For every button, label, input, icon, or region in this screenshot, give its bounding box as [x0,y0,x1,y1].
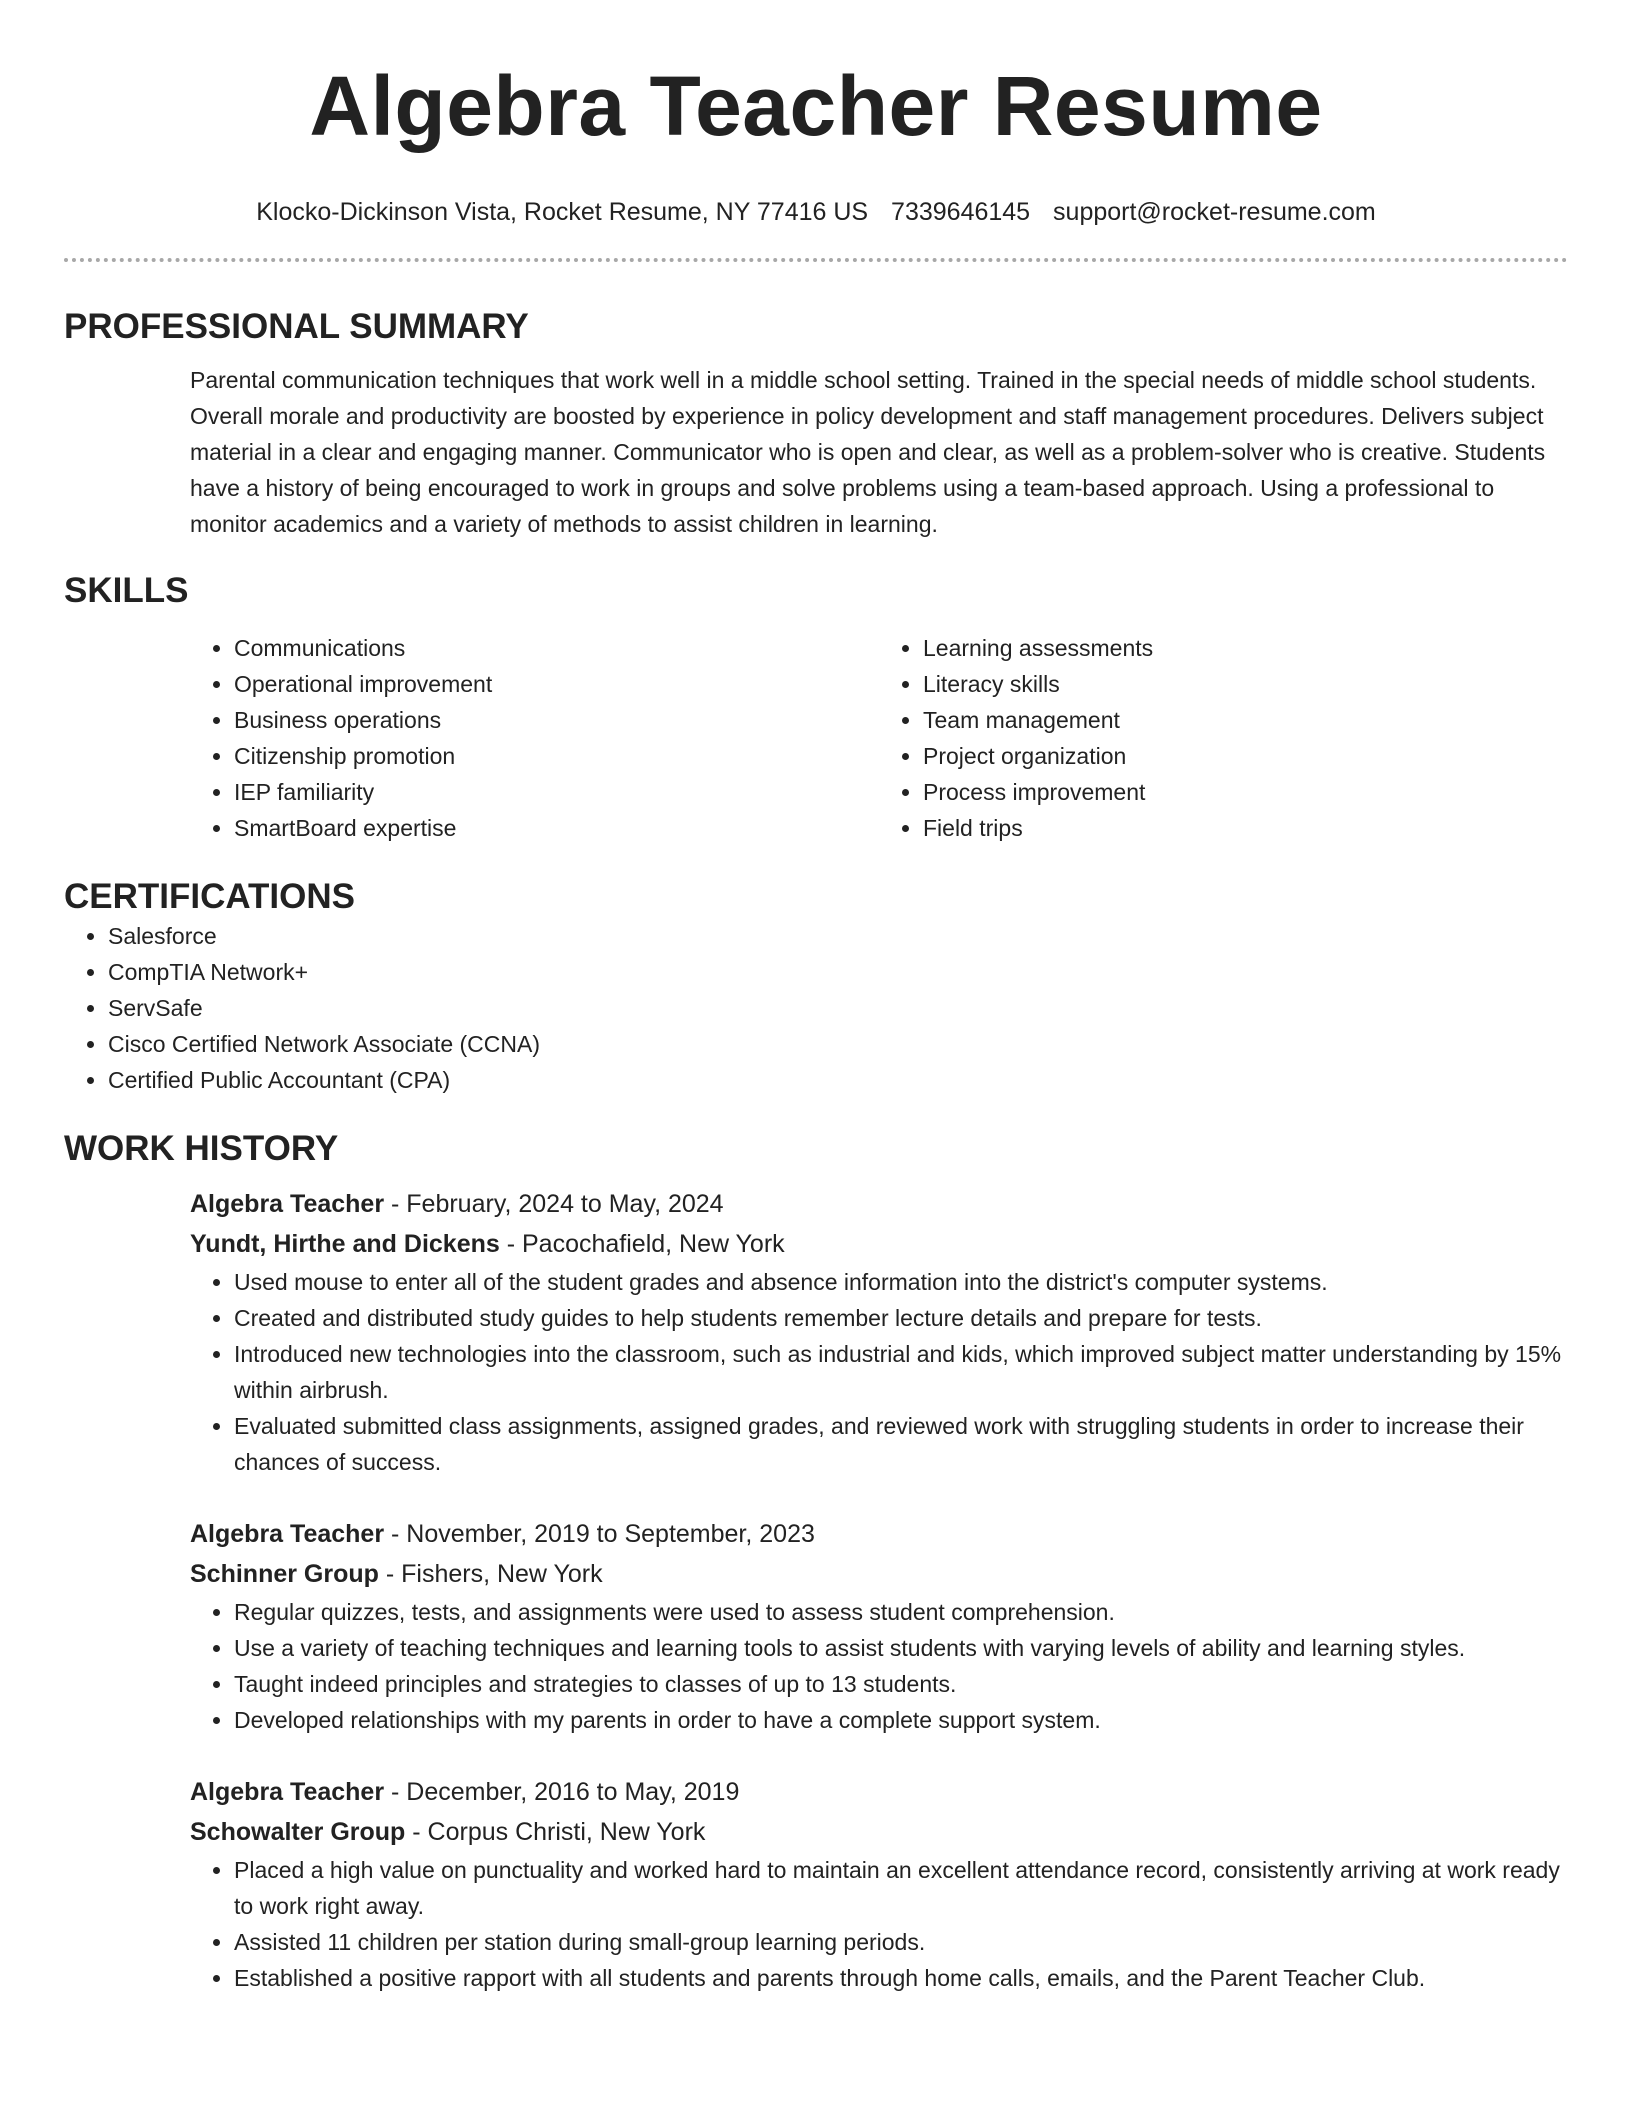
certification-item: • Certified Public Accountant (CPA) [108,1062,1568,1098]
job-company: Yundt, Hirthe and Dickens [190,1230,500,1258]
certifications-heading: CERTIFICATIONS [64,877,356,916]
job-bullet: • Used mouse to enter all of the student grades and absence information into the district's computer systems. [234,1264,1568,1300]
job-location: - Fishers, New York [378,1560,603,1588]
job-location: - Pacochafield, New York [499,1230,785,1258]
skill-item: • IEP familiarity [234,774,879,810]
job-bullets [190,1594,1568,1738]
job-company-line [190,1554,1568,1594]
job-role-line [190,1514,1568,1554]
job-bullet: • Evaluated submitted class assignments, assigned grades, and reviewed work with struggling students in order to increase their chances of success. [234,1408,1568,1480]
job-bullets [190,1264,1568,1480]
skill-item: • SmartBoard expertise [234,810,879,846]
contact-phone: 7339646145 [891,198,1031,226]
skill-item: • Project organization [923,738,1568,774]
skills-heading: SKILLS [64,571,189,610]
job-location: - Corpus Christi, New York [405,1818,706,1846]
job-bullet: • Assisted 11 children per station during small-group learning periods. [234,1924,1568,1960]
job-bullet: • Introduced new technologies into the classroom, such as industrial and kids, which improved subject matter understanding by 15% within airbrush. [234,1336,1568,1408]
job-bullet: • Developed relationships with my parents in order to have a complete support system. [234,1702,1568,1738]
job-dates: - February, 2024 to May, 2024 [384,1190,724,1218]
certification-item: • CompTIA Network+ [108,954,1568,990]
job-company: Schinner Group [190,1560,379,1588]
job-entry [190,1514,1568,1738]
job-role: Algebra Teacher [190,1520,385,1548]
skill-item: • Operational improvement [234,666,879,702]
skills-left-list [190,630,879,846]
contact-address: Klocko-Dickinson Vista, Rocket Resume, NY 77416 US [256,198,869,226]
job-bullet: • Created and distributed study guides to help students remember lecture details and prepare for tests. [234,1300,1568,1336]
job-bullet: • Placed a high value on punctuality and worked hard to maintain an excellent attendance record, consistently arriving at work ready to work right away. [234,1852,1568,1924]
certification-item: • ServSafe [108,990,1568,1026]
job-dates: - December, 2016 to May, 2019 [384,1778,740,1806]
certification-item: • Cisco Certified Network Associate (CCNA) [108,1026,1568,1062]
work-history-heading: WORK HISTORY [64,1129,339,1168]
skill-item: • Citizenship promotion [234,738,879,774]
resume-title: Algebra Teacher Resume [309,59,1323,153]
job-company: Schowalter Group [190,1818,406,1846]
skill-item: • Field trips [923,810,1568,846]
contact-line [64,196,1568,228]
header-divider [64,258,1568,262]
summary-text: Parental communication techniques that work well in a middle school setting. Trained in the special needs of middle school students. Overall morale and productivity are boosted by experience in policy development and staff management procedures. Delivers subject material in a clear and engaging manner. Communicator who is open and clear, as well as a problem-solver who is creative. Students have a history of being encouraged to work in groups and solve problems using a team-based approach. Using a professional to monitor academics and a variety of methods to assist children in learning. [190,367,1546,537]
skill-item: • Business operations [234,702,879,738]
job-role-line [190,1772,1568,1812]
certifications-list [64,918,1568,1098]
skill-item: • Literacy skills [923,666,1568,702]
skill-item: • Process improvement [923,774,1568,810]
skills-grid [190,630,1568,846]
skills-right-list [879,630,1568,846]
job-role: Algebra Teacher [190,1778,385,1806]
skill-item: • Team management [923,702,1568,738]
job-bullet: • Taught indeed principles and strategies to classes of up to 13 students. [234,1666,1568,1702]
job-entry [190,1184,1568,1480]
contact-email: support@rocket-resume.com [1053,198,1376,226]
job-bullet: • Established a positive rapport with all students and parents through home calls, emails, and the Parent Teacher Club. [234,1960,1568,1996]
job-role: Algebra Teacher [190,1190,385,1218]
job-entry [190,1772,1568,1996]
certification-item: • Salesforce [108,918,1568,954]
job-dates: - November, 2019 to September, 2023 [384,1520,815,1548]
job-bullet: • Regular quizzes, tests, and assignments were used to assess student comprehension. [234,1594,1568,1630]
job-role-line [190,1184,1568,1224]
skill-item: • Learning assessments [923,630,1568,666]
job-company-line [190,1224,1568,1264]
job-bullet: • Use a variety of teaching techniques and learning tools to assist students with varying levels of ability and learning styles. [234,1630,1568,1666]
job-bullets [190,1852,1568,1996]
skill-item: • Communications [234,630,879,666]
summary-heading: PROFESSIONAL SUMMARY [64,307,529,346]
job-company-line [190,1812,1568,1852]
